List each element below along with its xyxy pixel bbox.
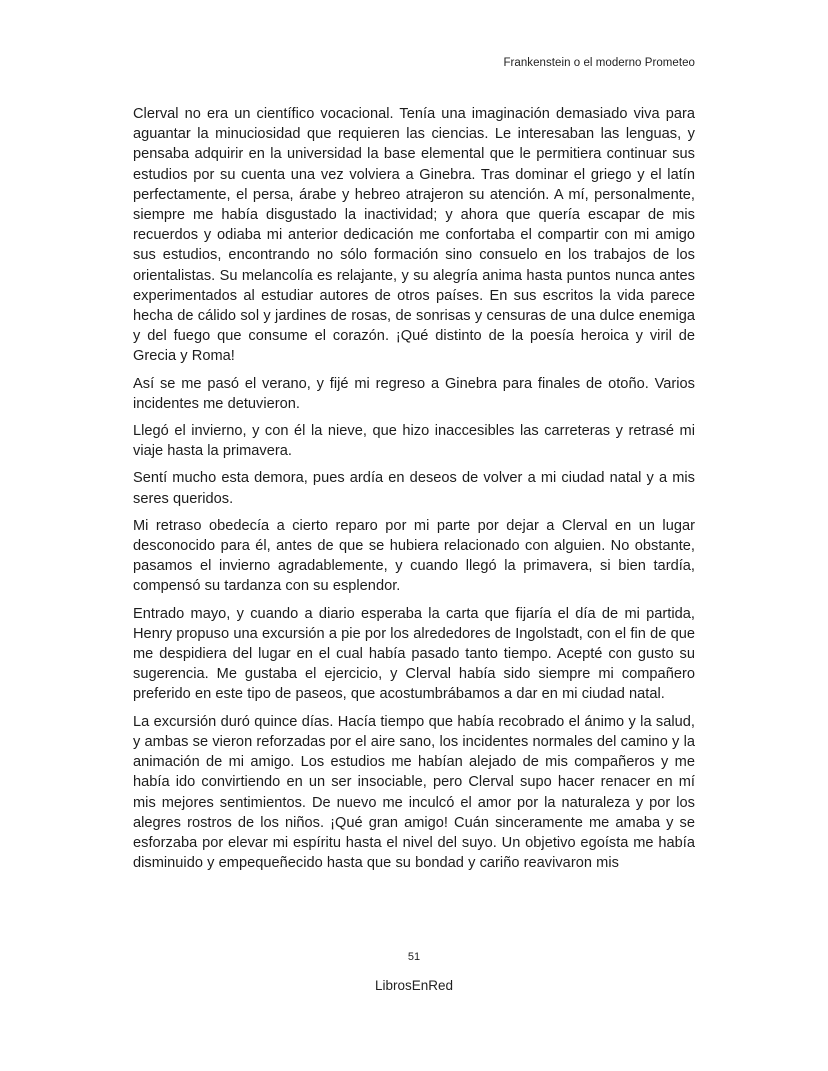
body-paragraph: Llegó el invierno, y con él la nieve, que hizo inaccesibles las carreteras y retrasé mi viaje hasta la primavera. — [133, 423, 695, 460]
page-footer — [0, 950, 828, 994]
body-paragraph: Mi retraso obedecía a cierto reparo por mi parte por dejar a Clerval en un lugar desconocido para él, antes de que se hubiera relacionado con alguien. No obstante, pasamos el invierno agradablemente, y cuando llegó la primavera, si bien tardía, compensó su tardanza con su esplendor. — [133, 517, 695, 595]
body-paragraph: Entrado mayo, y cuando a diario esperaba la carta que fijaría el día de mi partida, Henry propuso una excursión a pie por los alrededores de Ingolstadt, con el fin de que me despidiera del lugar en el cual había pasado tanto tiempo. Acepté con gusto su sugerencia. Me gustaba el ejercicio, y Clerval había sido siempre mi compañero preferido en este tipo de paseos, que acostumbrábamos a dar en mi ciudad natal. — [133, 605, 695, 703]
page-number: 51 — [407, 951, 421, 963]
running-header: Frankenstein o el moderno Prometeo — [503, 57, 695, 69]
body-paragraph: La excursión duró quince días. Hacía tiempo que había recobrado el ánimo y la salud, y ambas se vieron reforzadas por el aire sano, los incidentes normales del camino y la animación de mi amigo. Los estudios me habían alejado de mis compañeros y me había ido convirtiendo en un ser insociable, pero Clerval supo hacer renacer en mí mis mejores sentimientos. De nuevo me inculcó el amor por la naturaleza y por los alegres rostros de los niños. ¡Qué gran amigo! Cuán sinceramente me amaba y se esforzaba por elevar mi espíritu hasta el nivel del suyo. Un objetivo egoísta me había disminuido y empequeñecido hasta que su bondad y cariño reavivaron mis — [133, 713, 695, 872]
body-text-column — [133, 104, 695, 873]
body-paragraph: Clerval no era un científico vocacional. Tenía una imaginación demasiado viva para aguantar la minuciosidad que requieren las ciencias. Le interesaban las lenguas, y pensaba adquirir en la universidad la base elemental que le permitiera continuar sus estudios por su cuenta una vez volviera a Ginebra. Tras dominar el griego y el latín perfectamente, el persa, árabe y hebreo atrajeron su atención. A mí, personalmente, siempre me había disgustado la inactividad; y ahora que quería escapar de mis recuerdos y odiaba mi anterior dedicación me confortaba el compartir con mi amigo sus estudios, encontrando no sólo formación sino consuelo en los trabajos de los orientalistas. Su melancolía es relajante, y su alegría anima hasta puntos nunca antes experimentados al estudiar autores de otros países. En sus escritos la vida parece hecha de cálido sol y jardines de rosas, de sonrisas y censuras de una dulce enemiga y del fuego que consume el corazón. ¡Qué distinto de la poesía heroica y viril de Grecia y Roma! — [133, 106, 695, 365]
body-paragraph: Sentí mucho esta demora, pues ardía en deseos de volver a mi ciudad natal y a mis seres queridos. — [133, 470, 695, 507]
body-paragraph: Así se me pasó el verano, y fijé mi regreso a Ginebra para finales de otoño. Varios incidentes me detuvieron. — [133, 375, 695, 412]
publisher-name: LibrosEnRed — [374, 978, 454, 993]
